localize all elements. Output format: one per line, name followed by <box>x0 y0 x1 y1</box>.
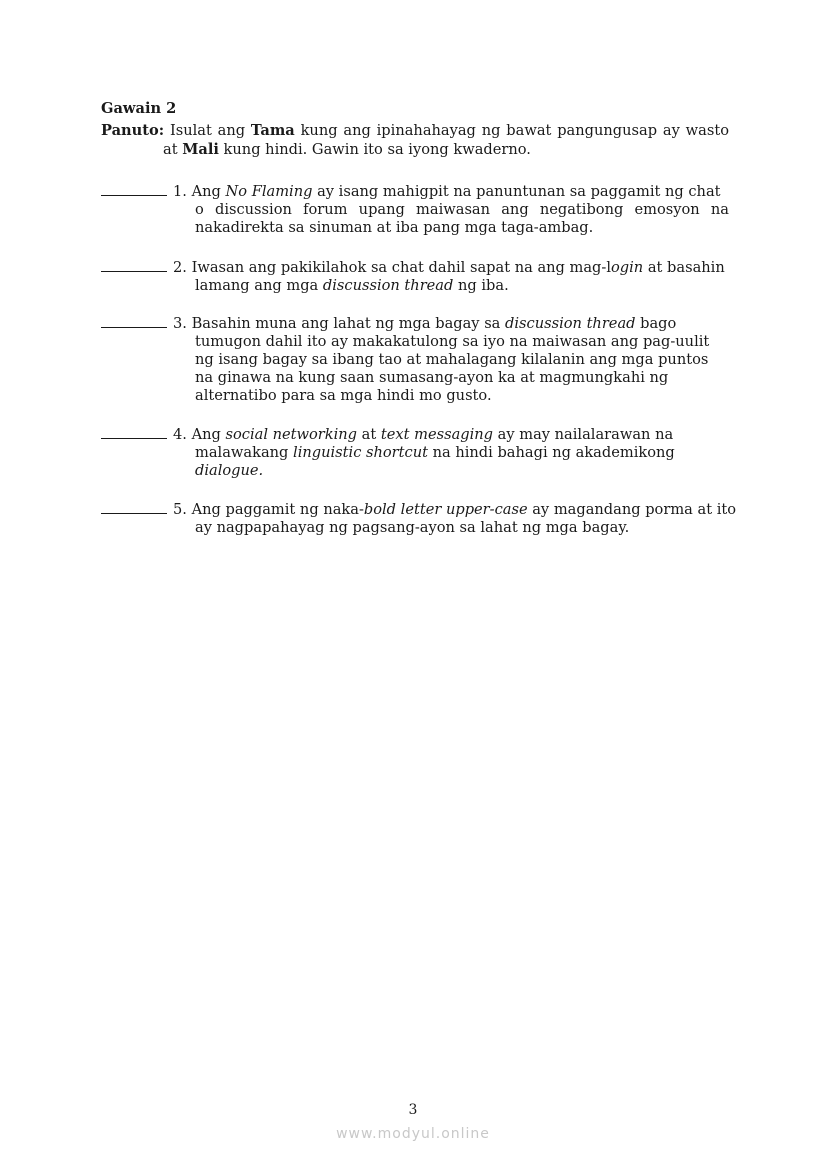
instructions <box>101 121 729 159</box>
list-item-3: 3. Basahin muna ang lahat ng mga bagay sa discussion thread bago tumugon dahil ito ay makakatulong sa iyo na maiwasan ang pag-uulit ng isang bagay sa ibang tao at mahalagang kilalanin ang mga puntos na ginawa na kung saan sumasang-ayon ka at magmungkahi ng alternatibo para sa mga hindi mo gusto. <box>101 315 729 405</box>
instructions-label: Panuto: <box>101 122 165 139</box>
instructions-line-2: at Mali kung hindi. Gawin ito sa iyong kwaderno. <box>163 141 531 158</box>
keyword-tama: Tama <box>250 122 295 139</box>
activity-heading: Gawain 2 <box>101 100 177 117</box>
answer-blank-5[interactable] <box>101 501 167 514</box>
list-item-2: 2. Iwasan ang pakikilahok sa chat dahil sapat na ang mag-login at basahin lamang ang mga discussion thread ng iba. <box>101 259 729 295</box>
page-number: 3 <box>408 1102 418 1118</box>
instructions-line-1: Panuto: Isulat ang Tama kung ang ipinahahayag ng bawat pangungusap ay wasto <box>101 122 729 139</box>
list-item-4: 4. Ang social networking at text messaging ay may nailalarawan na malawakang linguistic shortcut na hindi bahagi ng akademikong dialogue. <box>101 426 729 480</box>
answer-blank-1[interactable] <box>101 183 167 196</box>
keyword-mali: Mali <box>182 141 219 158</box>
list-item-1: 1. Ang No Flaming ay isang mahigpit na panuntunan sa paggamit ng chat o discussion forum upang maiwasan ang negatibong emosyon na nakadirekta sa sinuman at iba pang mga taga-ambag. <box>101 183 729 237</box>
answer-blank-4[interactable] <box>101 426 167 439</box>
list-item-5: 5. Ang paggamit ng naka-bold letter upper-case ay magandang porma at ito ay nagpapahayag ng pagsang-ayon sa lahat ng mga bagay. <box>101 501 729 537</box>
answer-blank-3[interactable] <box>101 315 167 328</box>
watermark: www.modyul.online <box>336 1126 490 1142</box>
answer-blank-2[interactable] <box>101 259 167 272</box>
